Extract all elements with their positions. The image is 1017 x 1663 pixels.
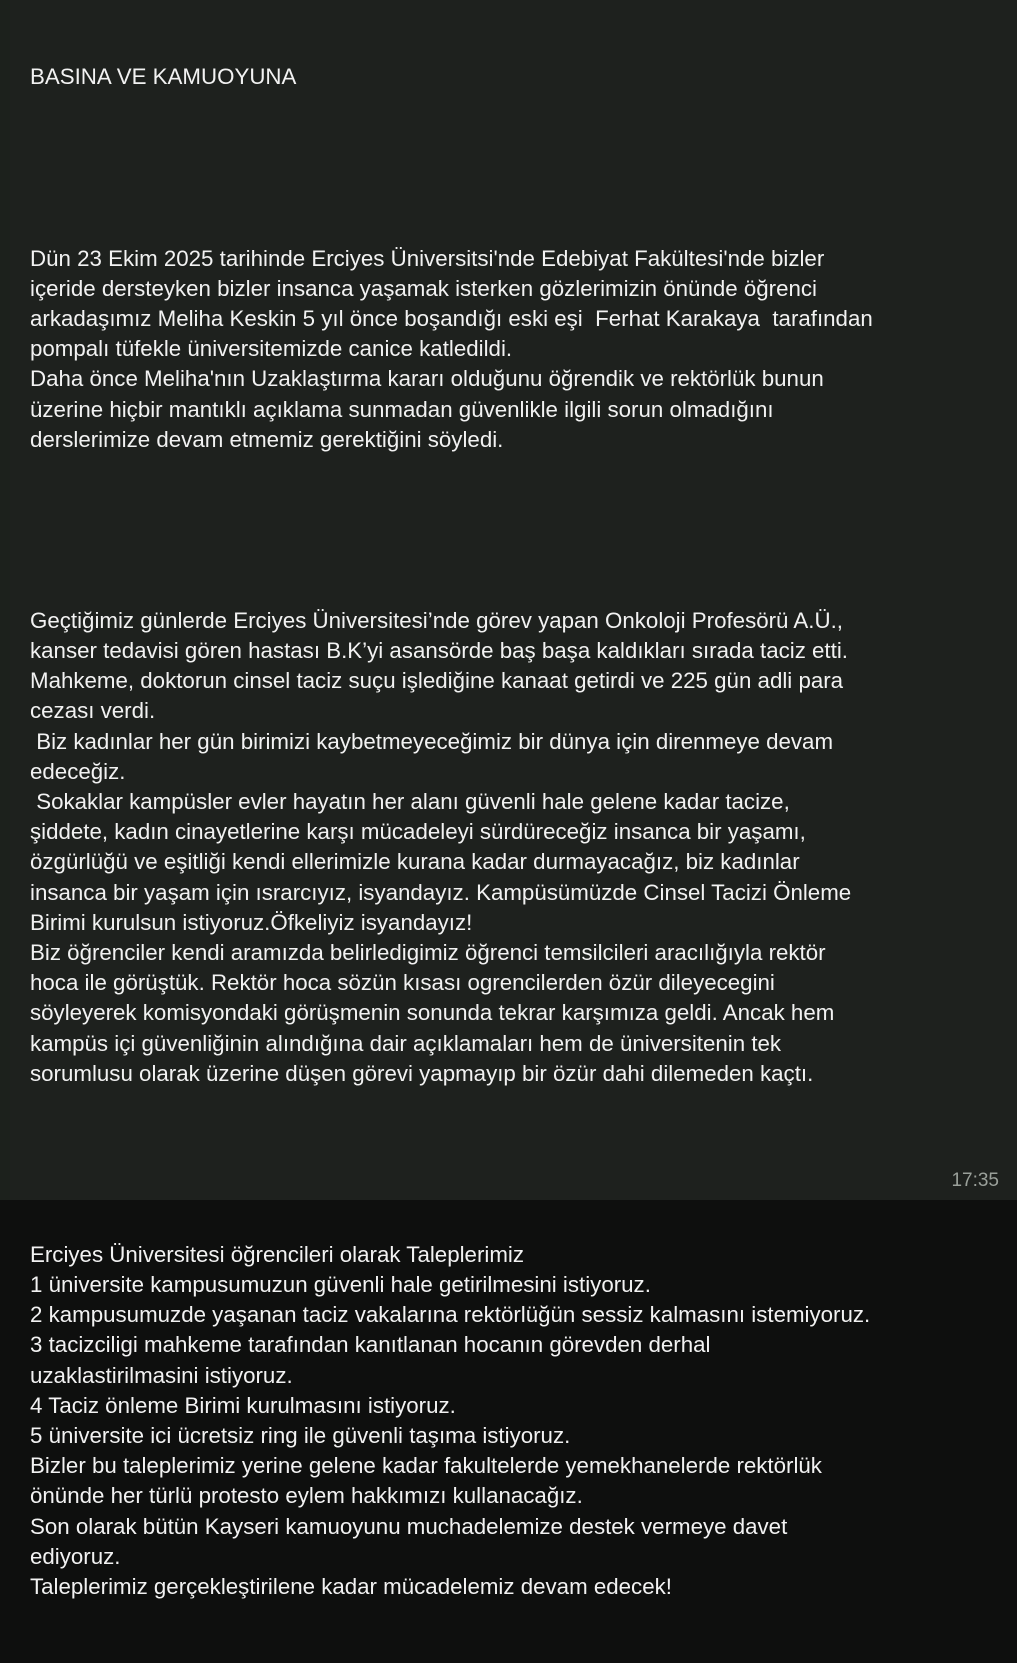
message-line: sorumlusu olarak üzerine düşen görevi yapmayıp bir özür dahi dilemeden kaçtı. (30, 1060, 814, 1086)
message-text (30, 2, 1015, 1663)
chat-background-edge (0, 0, 10, 1200)
paragraph-break (30, 153, 1015, 183)
message-line: 1 üniversite kampusumuzun güvenli hale getirilmesini istiyoruz. (30, 1272, 651, 1298)
message-line: 2 kampusumuzde yaşanan taciz vakalarına rektörlüğün sessiz kalmasını istemiyoruz. (30, 1302, 871, 1328)
message-line: Biz öğrenciler kendi aramızda belirledigimiz öğrenci temsilcileri aracılığıyla rektör (30, 939, 826, 965)
message-line: içeride dersteyken bizler insanca yaşamak isterken gözlerimizin önünde öğrenci (30, 275, 817, 301)
message-line: söyleyerek komisyondaki görüşmenin sonunda tekrar karşımıza geldi. Ancak hem (30, 1000, 835, 1026)
paragraph-3 (30, 1240, 1015, 1602)
message-line: derslerimize devam etmemiz gerektiğini söyledi. (30, 426, 504, 452)
message-line: ediyoruz. (30, 1543, 121, 1569)
message-line: önünde her türlü protesto eylem hakkımızı kullanacağız. (30, 1483, 583, 1509)
message-line: Taleplerimiz gerçekleştirilene kadar mücadelemiz devam edecek! (30, 1573, 672, 1599)
message-line: 3 tacizciligi mahkeme tarafından kanıtlanan hocanın görevden derhal (30, 1332, 711, 1358)
message-line: Geçtiğimiz günlerde Erciyes Üniversitesi’nde görev yapan Onkoloji Profesörü A.Ü., (30, 607, 843, 633)
message-line: özgürlüğü ve eşitliği kendi ellerimizle kurana kadar durmayacağız, biz kadınlar (30, 849, 800, 875)
message-line: kanser tedavisi gören hastası B.K’yi asansörde baş başa kaldıkları sırada taciz etti. (30, 638, 848, 664)
message-line: edeceğiz. (30, 758, 126, 784)
message-line: 4 Taciz önleme Birimi kurulmasını istiyoruz. (30, 1392, 456, 1418)
message-line: hoca ile görüştük. Rektör hoca sözün kısası ogrencilerden özür dileyecegini (30, 970, 775, 996)
message-line: Biz kadınlar her gün birimizi kaybetmeyeceğimiz bir dünya için direnmeye devam (30, 728, 834, 754)
message-timestamp: 17:35 (951, 1170, 999, 1191)
paragraph-break (30, 1149, 1015, 1179)
message-title: BASINA VE KAMUOYUNA (30, 64, 297, 90)
message-bubble[interactable] (10, 0, 1017, 1599)
message-line: kampüs içi güvenliğinin alındığına dair açıklamaları hem de üniversitenin tek (30, 1030, 782, 1056)
message-line: pompalı tüfekle üniversitemizde canice katledildi. (30, 336, 513, 362)
paragraph-1 (30, 244, 1015, 455)
message-line: insanca bir yaşam için ısrarcıyız, isyandayız. Kampüsümüzde Cinsel Tacizi Önleme (30, 879, 852, 905)
message-line: Birimi kurulsun istiyoruz.Öfkeliyiz isyandayız! (30, 909, 473, 935)
message-line: Bizler bu taleplerimiz yerine gelene kadar fakultelerde yemekhanelerde rektörlük (30, 1453, 822, 1479)
message-line: arkadaşımız Meliha Keskin 5 yıl önce boşandığı eski eşi Ferhat Karakaya tarafından (30, 305, 873, 331)
message-line: şiddete, kadın cinayetlerine karşı mücadeleyi sürdüreceğiz insanca bir yaşamı, (30, 819, 806, 845)
message-line: Mahkeme, doktorun cinsel taciz suçu işlediğine kanaat getirdi ve 225 gün adli para (30, 668, 844, 694)
message-line: Erciyes Üniversitesi öğrencileri olarak Taleplerimiz (30, 1241, 525, 1267)
paragraph-2 (30, 606, 1015, 1089)
message-line: üzerine hiçbir mantıklı açıklama sunmadan güvenlikle ilgili sorun olmadığını (30, 396, 774, 422)
message-line: Daha önce Meliha'nın Uzaklaştırma kararı olduğunu öğrendik ve rektörlük bunun (30, 366, 824, 392)
message-line: uzaklastirilmasini istiyoruz. (30, 1362, 293, 1388)
message-line: cezası verdi. (30, 698, 156, 724)
message-line: Dün 23 Ekim 2025 tarihinde Erciyes Üniversitsi'nde Edebiyat Fakültesi'nde bizler (30, 245, 825, 271)
message-line: 5 üniversite ici ücretsiz ring ile güvenli taşıma istiyoruz. (30, 1423, 571, 1449)
message-line: Son olarak bütün Kayseri kamuoyunu muchadelemize destek vermeye davet (30, 1513, 788, 1539)
message-line: Sokaklar kampüsler evler hayatın her alanı güvenli hale gelene kadar tacize, (30, 789, 790, 815)
paragraph-break (30, 515, 1015, 545)
